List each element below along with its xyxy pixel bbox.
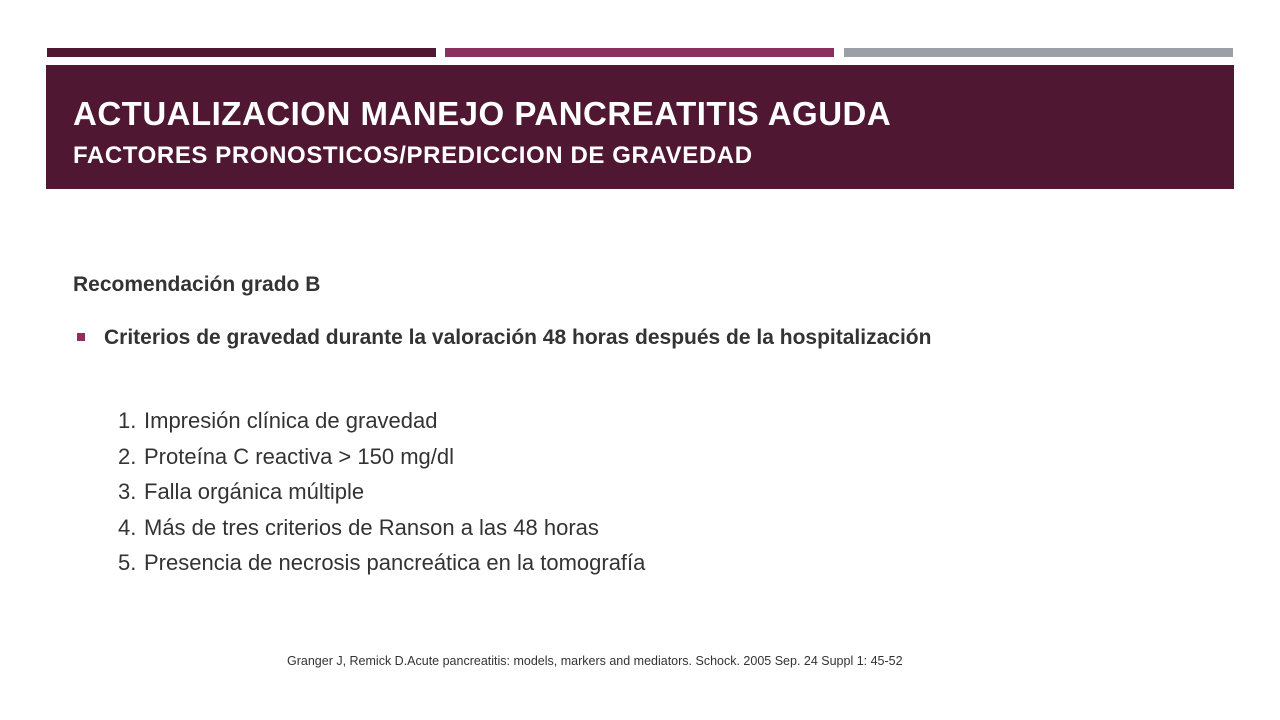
- accent-bar-dark: [47, 48, 436, 57]
- list-item-number: 5.: [118, 550, 137, 575]
- list-item-text: Impresión clínica de gravedad: [144, 408, 438, 433]
- accent-bar-gray: [844, 48, 1233, 57]
- list-item: [118, 403, 645, 439]
- list-item-text: Falla orgánica múltiple: [144, 479, 365, 504]
- slide-subtitle: FACTORES PRONOSTICOS/PREDICCION DE GRAVEDAD: [73, 142, 753, 169]
- accent-bar-magenta: [445, 48, 834, 57]
- bullet-square-icon: [77, 333, 85, 341]
- title-band: [46, 65, 1234, 189]
- slide-title: ACTUALIZACION MANEJO PANCREATITIS AGUDA: [73, 95, 892, 132]
- criteria-list: [118, 403, 645, 581]
- list-item-text: Más de tres criterios de Ranson a las 48 horas: [144, 514, 599, 540]
- list-item-number: 2.: [118, 443, 137, 469]
- list-item: [118, 474, 645, 510]
- list-item-number: 4.: [118, 514, 137, 540]
- bullet-text: Criterios de gravedad durante la valoración 48 horas después de la hospitalización: [104, 326, 932, 349]
- reference-citation: Granger J, Remick D.Acute pancreatitis: models, markers and mediators. Schock. 2005 Sep. 24 Suppl 1: 45-52: [287, 654, 903, 668]
- list-item-number: 3.: [118, 479, 137, 504]
- list-item: [118, 439, 645, 475]
- list-item: [118, 510, 645, 546]
- list-item-number: 1.: [118, 408, 137, 433]
- list-item: [118, 545, 645, 581]
- list-item-text: Proteína C reactiva > 150 mg/dl: [144, 443, 454, 469]
- list-item-text: Presencia de necrosis pancreática en la tomografía: [144, 550, 646, 575]
- recommendation-heading: Recomendación grado B: [73, 273, 321, 296]
